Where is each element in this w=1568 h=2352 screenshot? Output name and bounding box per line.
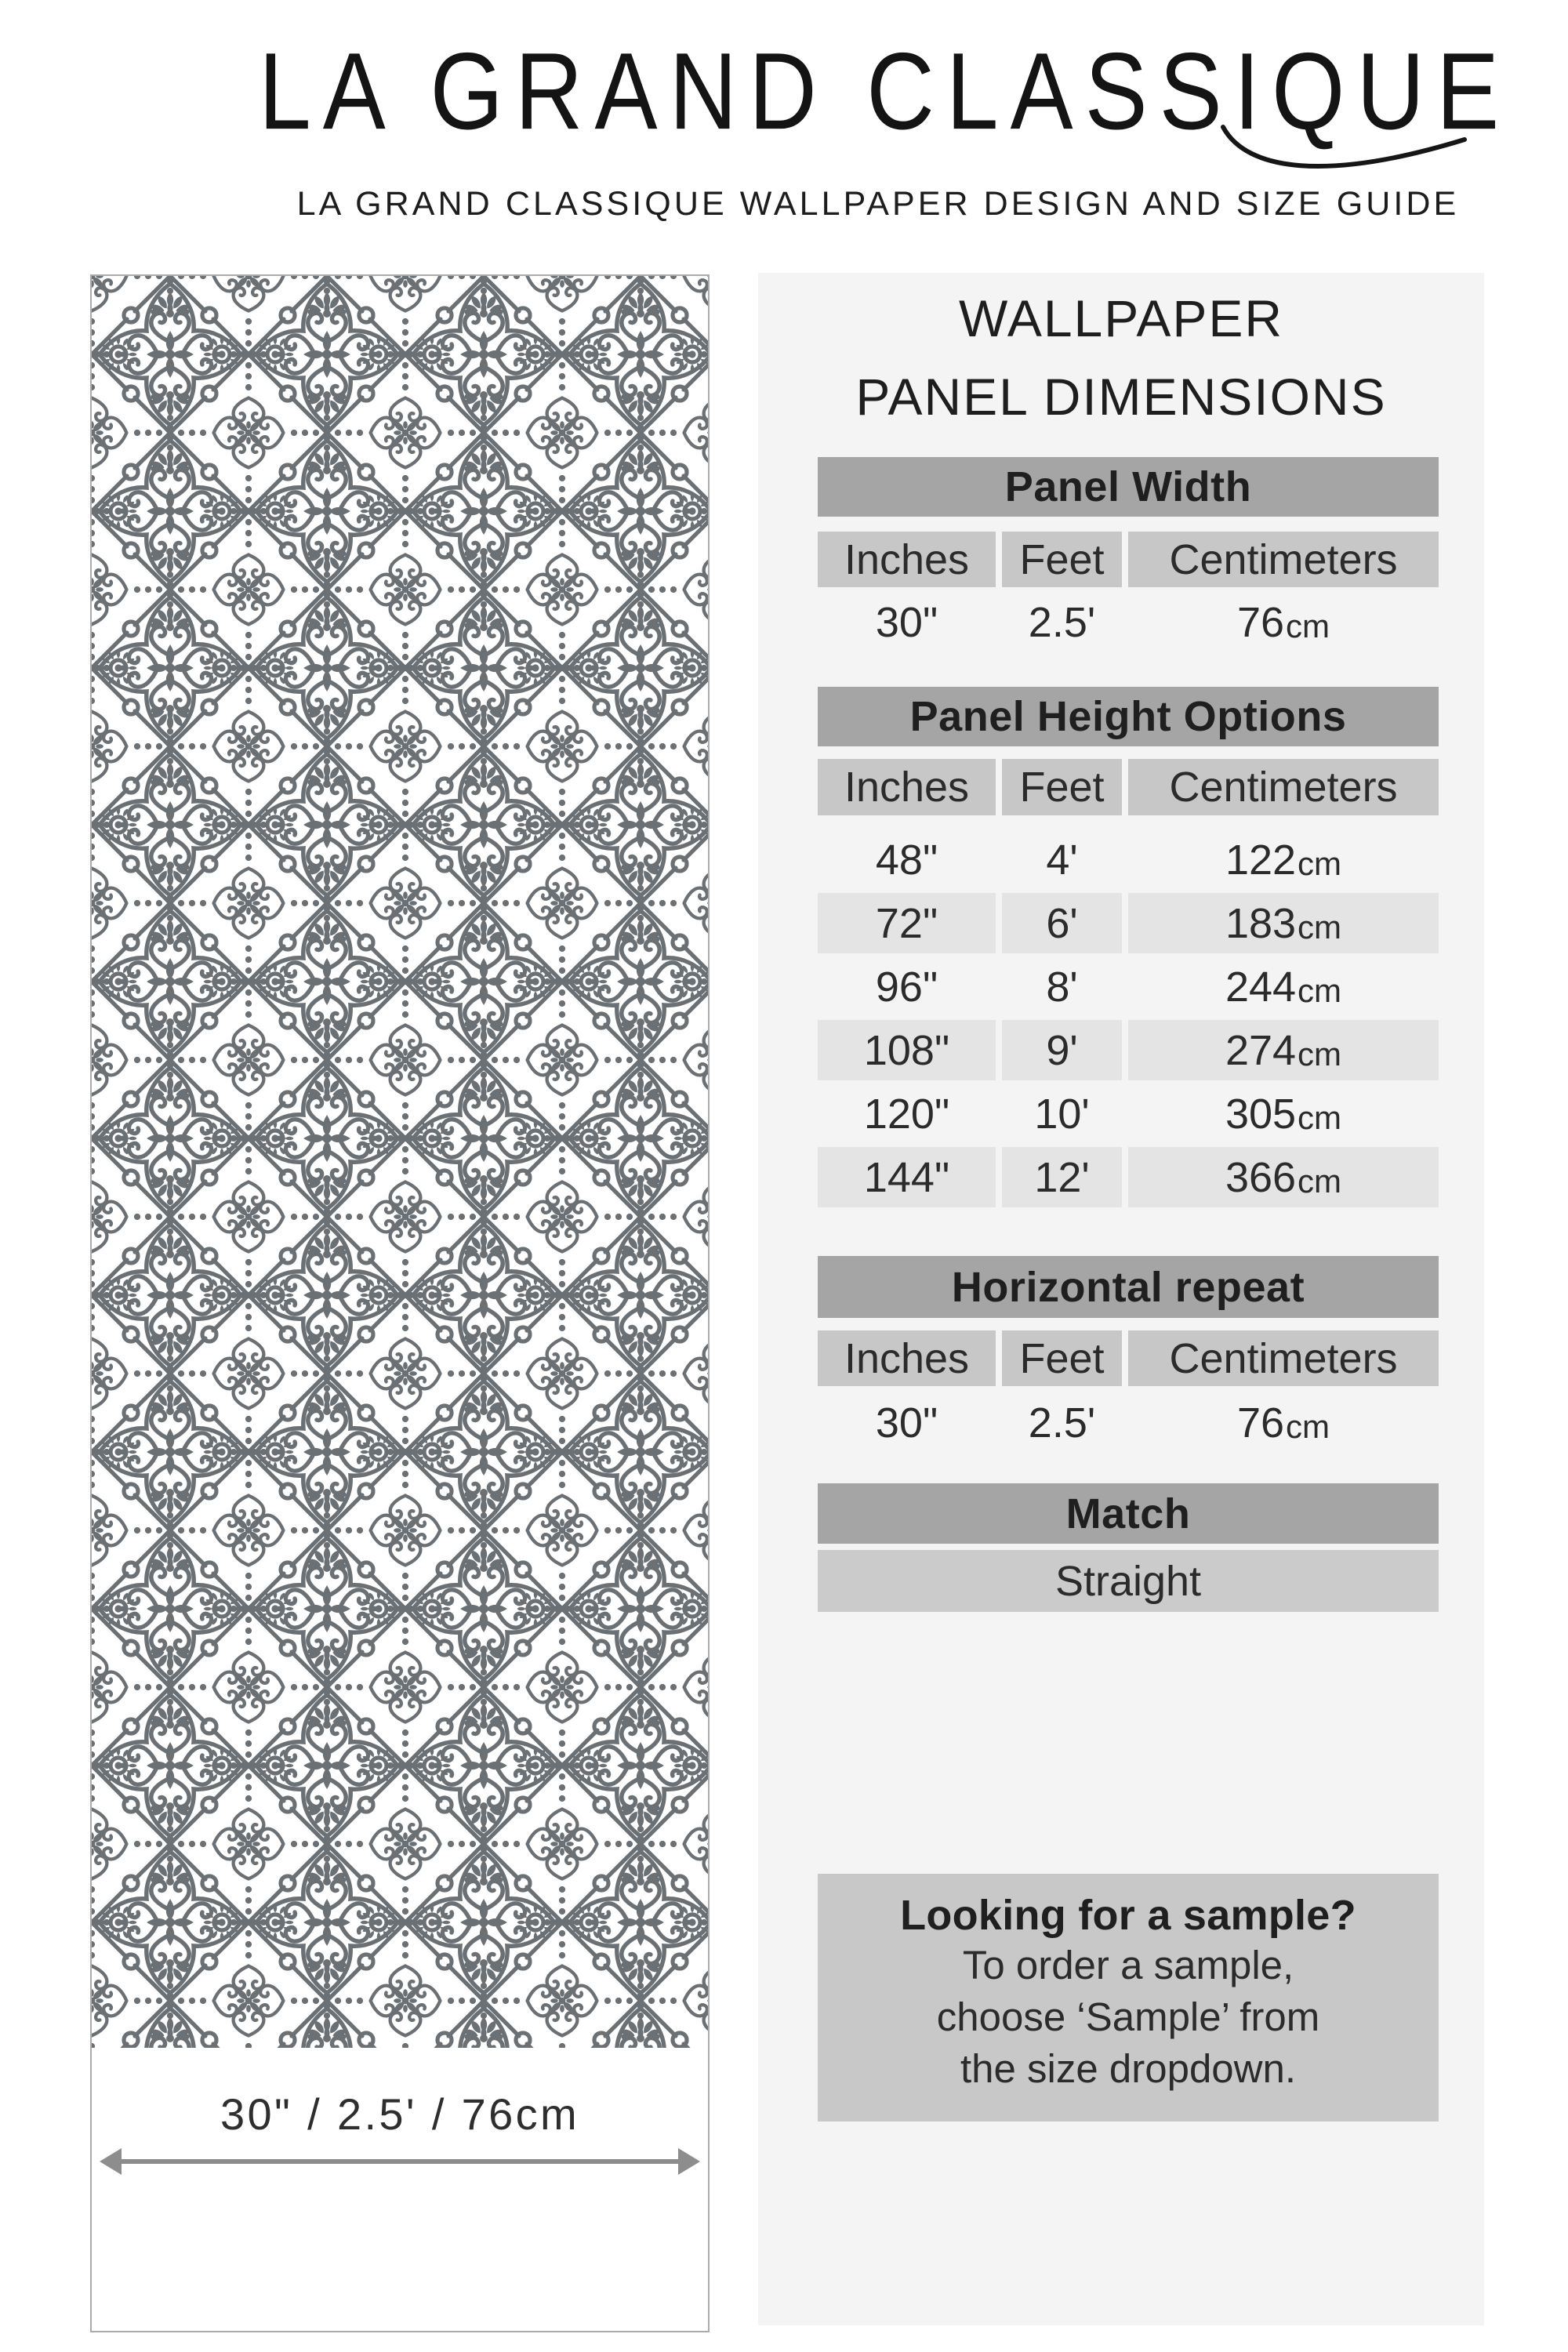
column-header-inches: Inches [818,1330,996,1386]
panel-width-column-headers [818,532,1439,587]
value-centimeters [1128,956,1439,1017]
value-centimeters [1128,829,1439,890]
value-feet: 12' [1002,1147,1122,1207]
panel-width-values [818,595,1439,650]
value-centimeters [1128,1083,1439,1144]
arrow-right-head-icon [678,2148,700,2175]
wallpaper-panel-preview [90,274,710,2332]
dimensions-title [758,279,1484,436]
value-centimeters [1128,595,1439,650]
column-header-centimeters: Centimeters [1128,759,1439,815]
table-row [818,1020,1439,1080]
table-row [818,829,1439,890]
value-cm-unit: cm [1298,1035,1342,1073]
value-inches: 120" [863,1090,950,1138]
column-header-inches: Inches [818,759,996,815]
value-feet: 6' [1002,893,1122,953]
panel-height-header: Panel Height Options [818,687,1439,746]
column-header-inches: Inches [818,532,996,587]
table-row [818,1147,1439,1207]
value-cm-unit: cm [1298,1098,1342,1136]
page-subtitle: LA GRAND CLASSIQUE WALLPAPER DESIGN AND SIZE GUIDE [296,185,1460,223]
value-cm-number: 366 [1225,1153,1297,1201]
sample-info-box [818,1874,1439,2122]
match-header: Match [818,1483,1439,1544]
table-row [818,893,1439,953]
page-title: LA GRAND CLASSIQUE [259,30,1512,153]
value-feet: 8' [1046,963,1078,1011]
value-inches: 30" [875,1399,938,1446]
value-cm-unit: cm [1298,908,1342,946]
width-arrow [100,2148,700,2175]
value-inches: 48" [875,836,938,884]
value-feet: 4' [1046,836,1078,884]
brand-header [259,30,1512,223]
value-cm-unit: cm [1298,1162,1342,1200]
panel-width-table [818,457,1439,650]
value-inches: 72" [818,893,996,953]
panel-height-column-headers [818,759,1439,815]
match-table [818,1483,1439,1612]
value-centimeters [1128,1020,1439,1080]
panel-width-header: Panel Width [818,457,1439,517]
column-header-centimeters: Centimeters [1128,1330,1439,1386]
wallpaper-pattern-svg [92,276,708,2048]
sample-heading: Looking for a sample? [900,1892,1356,1939]
horizontal-repeat-header: Horizontal repeat [818,1256,1439,1318]
arrow-left-head-icon [100,2148,122,2175]
sample-line: the size dropdown. [960,2046,1297,2091]
panel-height-table [818,687,1439,1210]
value-cm-number: 122 [1225,836,1297,884]
value-cm-unit: cm [1298,844,1342,882]
value-centimeters [1128,893,1439,953]
match-value: Straight [818,1550,1439,1612]
value-centimeters [1128,1396,1439,1450]
table-row [818,956,1439,1017]
value-cm-number: 76 [1236,599,1285,646]
value-cm-unit: cm [1286,1408,1330,1445]
table-row [818,1083,1439,1144]
value-feet: 2.5' [1028,599,1096,646]
column-header-feet: Feet [1002,759,1122,815]
dimensions-title-line2: PANEL DIMENSIONS [855,368,1387,426]
dimensions-title-line1: WALLPAPER [959,289,1283,347]
value-cm-unit: cm [1298,971,1342,1009]
sample-line: choose ‘Sample’ from [936,1994,1320,2039]
value-feet: 9' [1002,1020,1122,1080]
value-inches: 30" [875,599,938,646]
horizontal-repeat-values [818,1396,1439,1450]
value-inches: 96" [875,963,938,1011]
value-cm-number: 76 [1236,1399,1285,1446]
sample-line: To order a sample, [962,1943,1294,1987]
panel-height-rows [818,829,1439,1207]
value-cm-number: 305 [1225,1090,1297,1138]
arrow-shaft [122,2159,678,2164]
column-header-feet: Feet [1002,1330,1122,1386]
value-inches: 108" [818,1020,996,1080]
value-centimeters [1128,1147,1439,1207]
value-cm-number: 244 [1225,963,1297,1011]
dimensions-sidebar [758,273,1484,2325]
value-feet: 2.5' [1028,1399,1096,1446]
horizontal-repeat-column-headers [818,1330,1439,1386]
value-inches: 144" [818,1147,996,1207]
wallpaper-pattern [92,276,708,2048]
value-cm-number: 183 [1225,899,1297,947]
value-feet: 10' [1034,1090,1090,1138]
value-cm-unit: cm [1286,608,1330,644]
column-header-feet: Feet [1002,532,1122,587]
panel-width-dimension-label: 30" / 2.5' / 76cm [220,2089,580,2139]
value-cm-number: 274 [1225,1026,1297,1074]
panel-width-footer [92,2048,708,2331]
column-header-centimeters: Centimeters [1128,532,1439,587]
horizontal-repeat-table [818,1256,1439,1450]
